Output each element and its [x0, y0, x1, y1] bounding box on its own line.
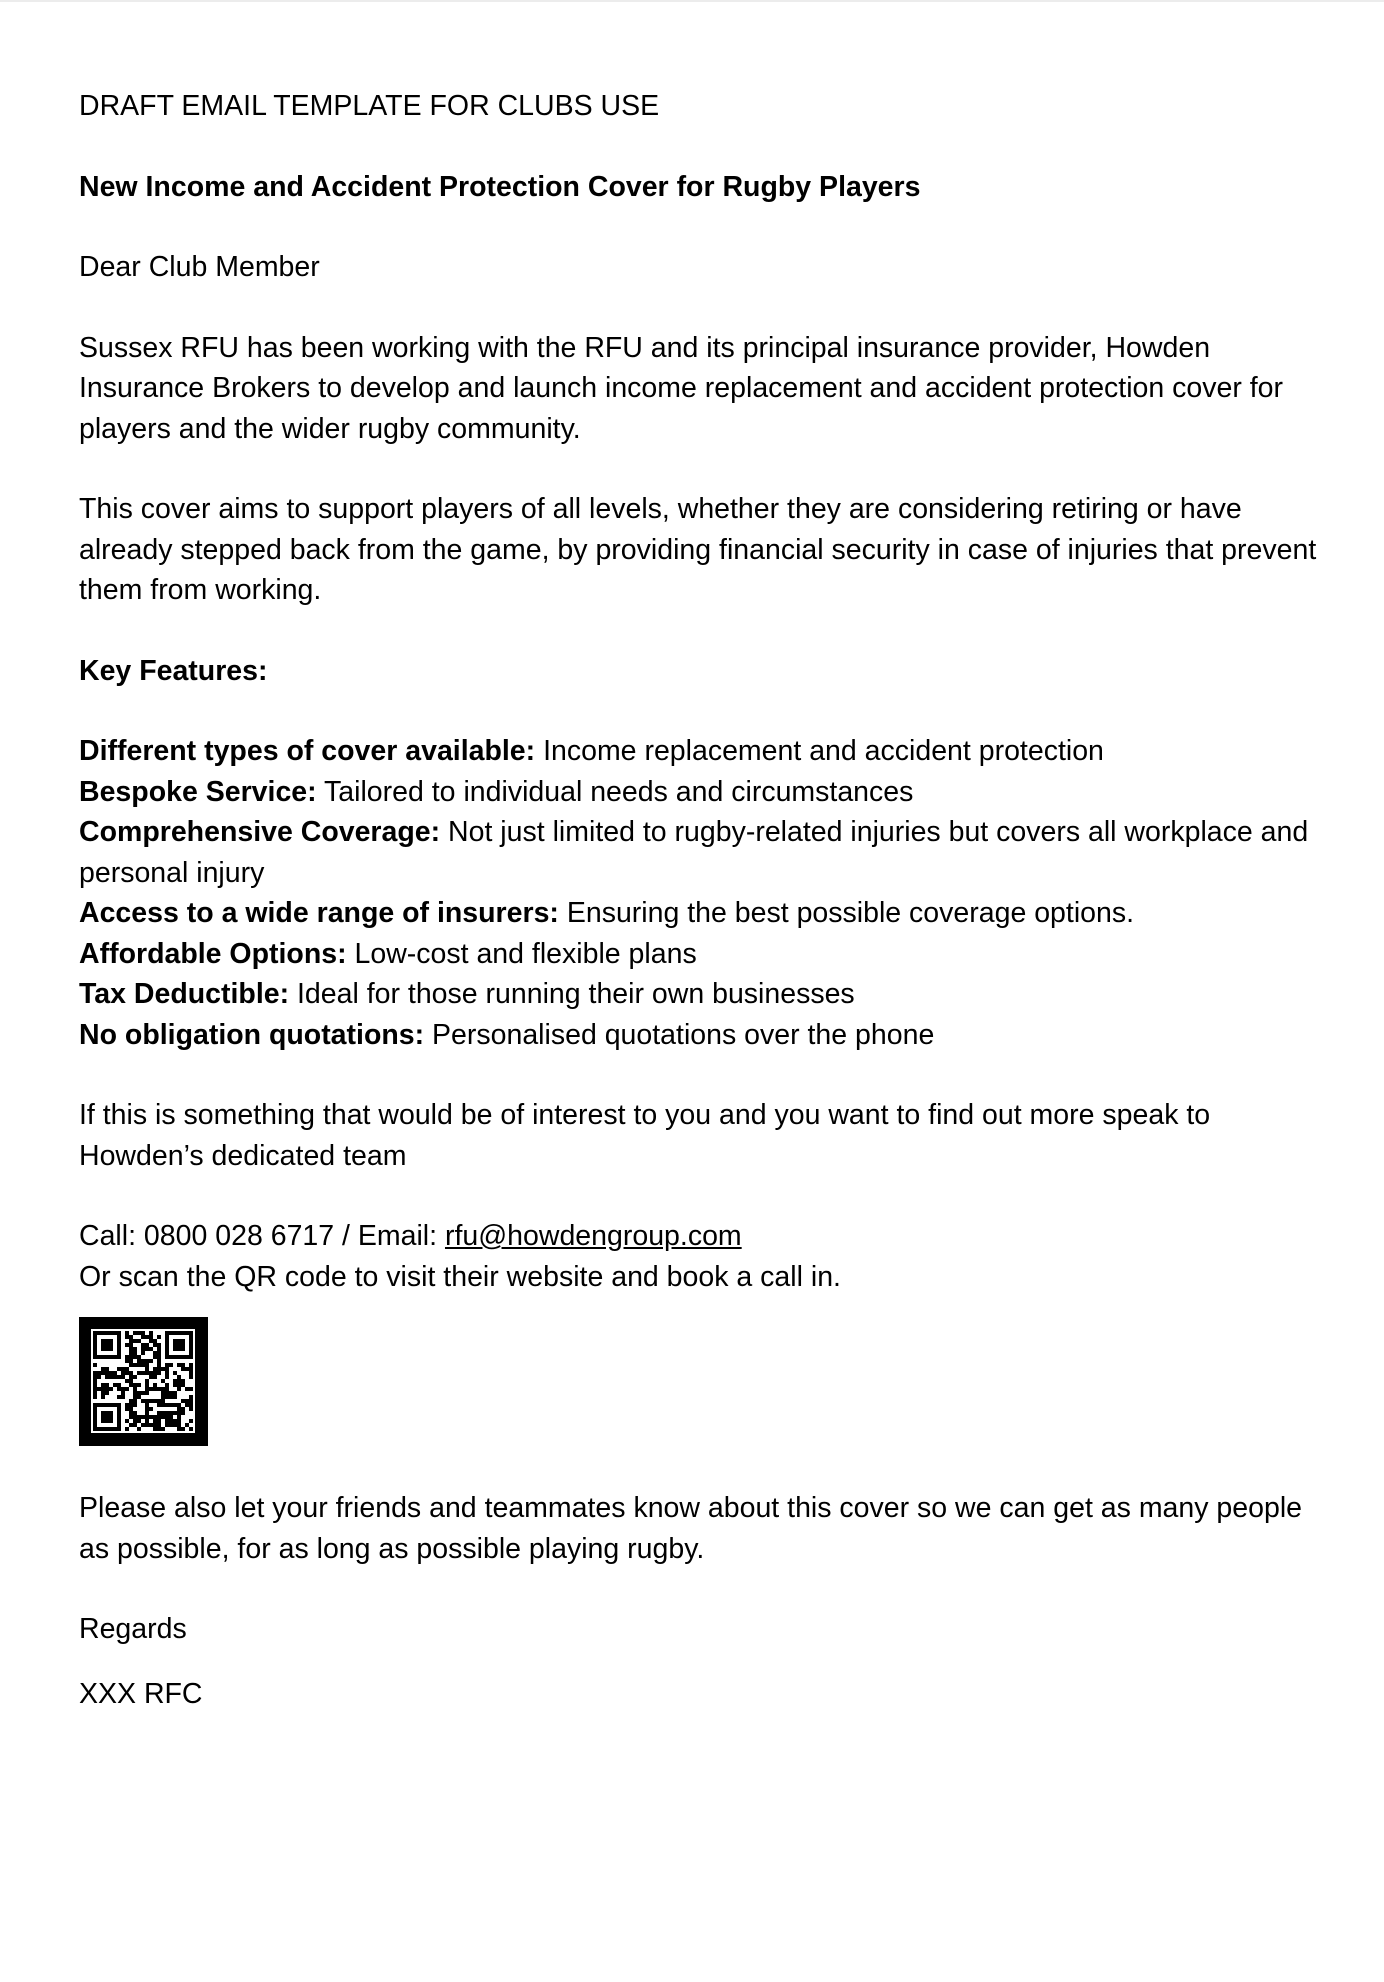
feature-label: Bespoke Service: [79, 775, 317, 808]
intro-paragraph: Sussex RFU has been working with the RFU and its principal insurance provider, Howden Insurance Brokers to develop and launch income replacement and accident protection cover for players and the wider rugby community. [79, 331, 1284, 445]
qr-instruction: Or scan the QR code to visit their website and book a call in. [79, 1260, 841, 1293]
feature-text: Tailored to individual needs and circumstances [316, 775, 914, 808]
contact-line [79, 1216, 1319, 1257]
list-item [79, 934, 1319, 975]
document-title: New Income and Accident Protection Cover for Rugby Players [79, 170, 921, 203]
qr-code[interactable] [79, 1317, 208, 1446]
email-link[interactable]: rfu@howdengroup.com [444, 1220, 742, 1252]
contact-block [79, 1216, 1319, 1297]
feature-label: Different types of cover available: [79, 735, 536, 767]
call-text: Call: 0800 028 6717 / Email: [79, 1220, 445, 1252]
closing-paragraph: Please also let your friends and teammates know about this cover so we can get as many people as possible, for as long as possible playing rugby. [79, 1492, 1303, 1565]
page-top-edge [0, 0, 1384, 2]
purpose-paragraph: This cover aims to support players of all levels, whether they are considering retiring or have already stepped back from the game, by providing financial security in case of injuries that prevent them from working. [79, 493, 1317, 606]
features-list [79, 731, 1319, 1055]
list-item [79, 893, 1319, 934]
interest-paragraph: If this is something that would be of interest to you and you want to find out more speak to Howden’s dedicated team [79, 1099, 1211, 1172]
document-heading: DRAFT EMAIL TEMPLATE FOR CLUBS USE [79, 90, 660, 122]
list-item [79, 812, 1319, 893]
key-features-title: Key Features: [79, 654, 268, 687]
feature-text: Low-cost and flexible plans [346, 937, 697, 970]
signature: XXX RFC [79, 1677, 203, 1710]
feature-label: Access to a wide range of insurers: [79, 897, 559, 929]
list-item [79, 1015, 1319, 1056]
list-item [79, 772, 1319, 813]
feature-text: Ideal for those running their own businesses [289, 978, 855, 1010]
qr-code-graphic [79, 1317, 208, 1446]
feature-text: Personalised quotations over the phone [424, 1018, 935, 1051]
list-item [79, 731, 1319, 772]
list-item [79, 974, 1319, 1015]
email-document [79, 86, 1319, 1714]
feature-label: Tax Deductible: [79, 978, 290, 1010]
feature-label: Affordable Options: [79, 937, 347, 970]
feature-label: Comprehensive Coverage: [79, 816, 441, 848]
regards: Regards [79, 1613, 187, 1645]
greeting: Dear Club Member [79, 251, 320, 283]
feature-text: Income replacement and accident protection [535, 735, 1104, 767]
feature-label: No obligation quotations: [79, 1018, 425, 1051]
feature-text: Ensuring the best possible coverage options. [558, 897, 1135, 929]
feature-text: Not just limited to rugby-related injuries but covers all workplace and personal injury [79, 816, 1309, 889]
